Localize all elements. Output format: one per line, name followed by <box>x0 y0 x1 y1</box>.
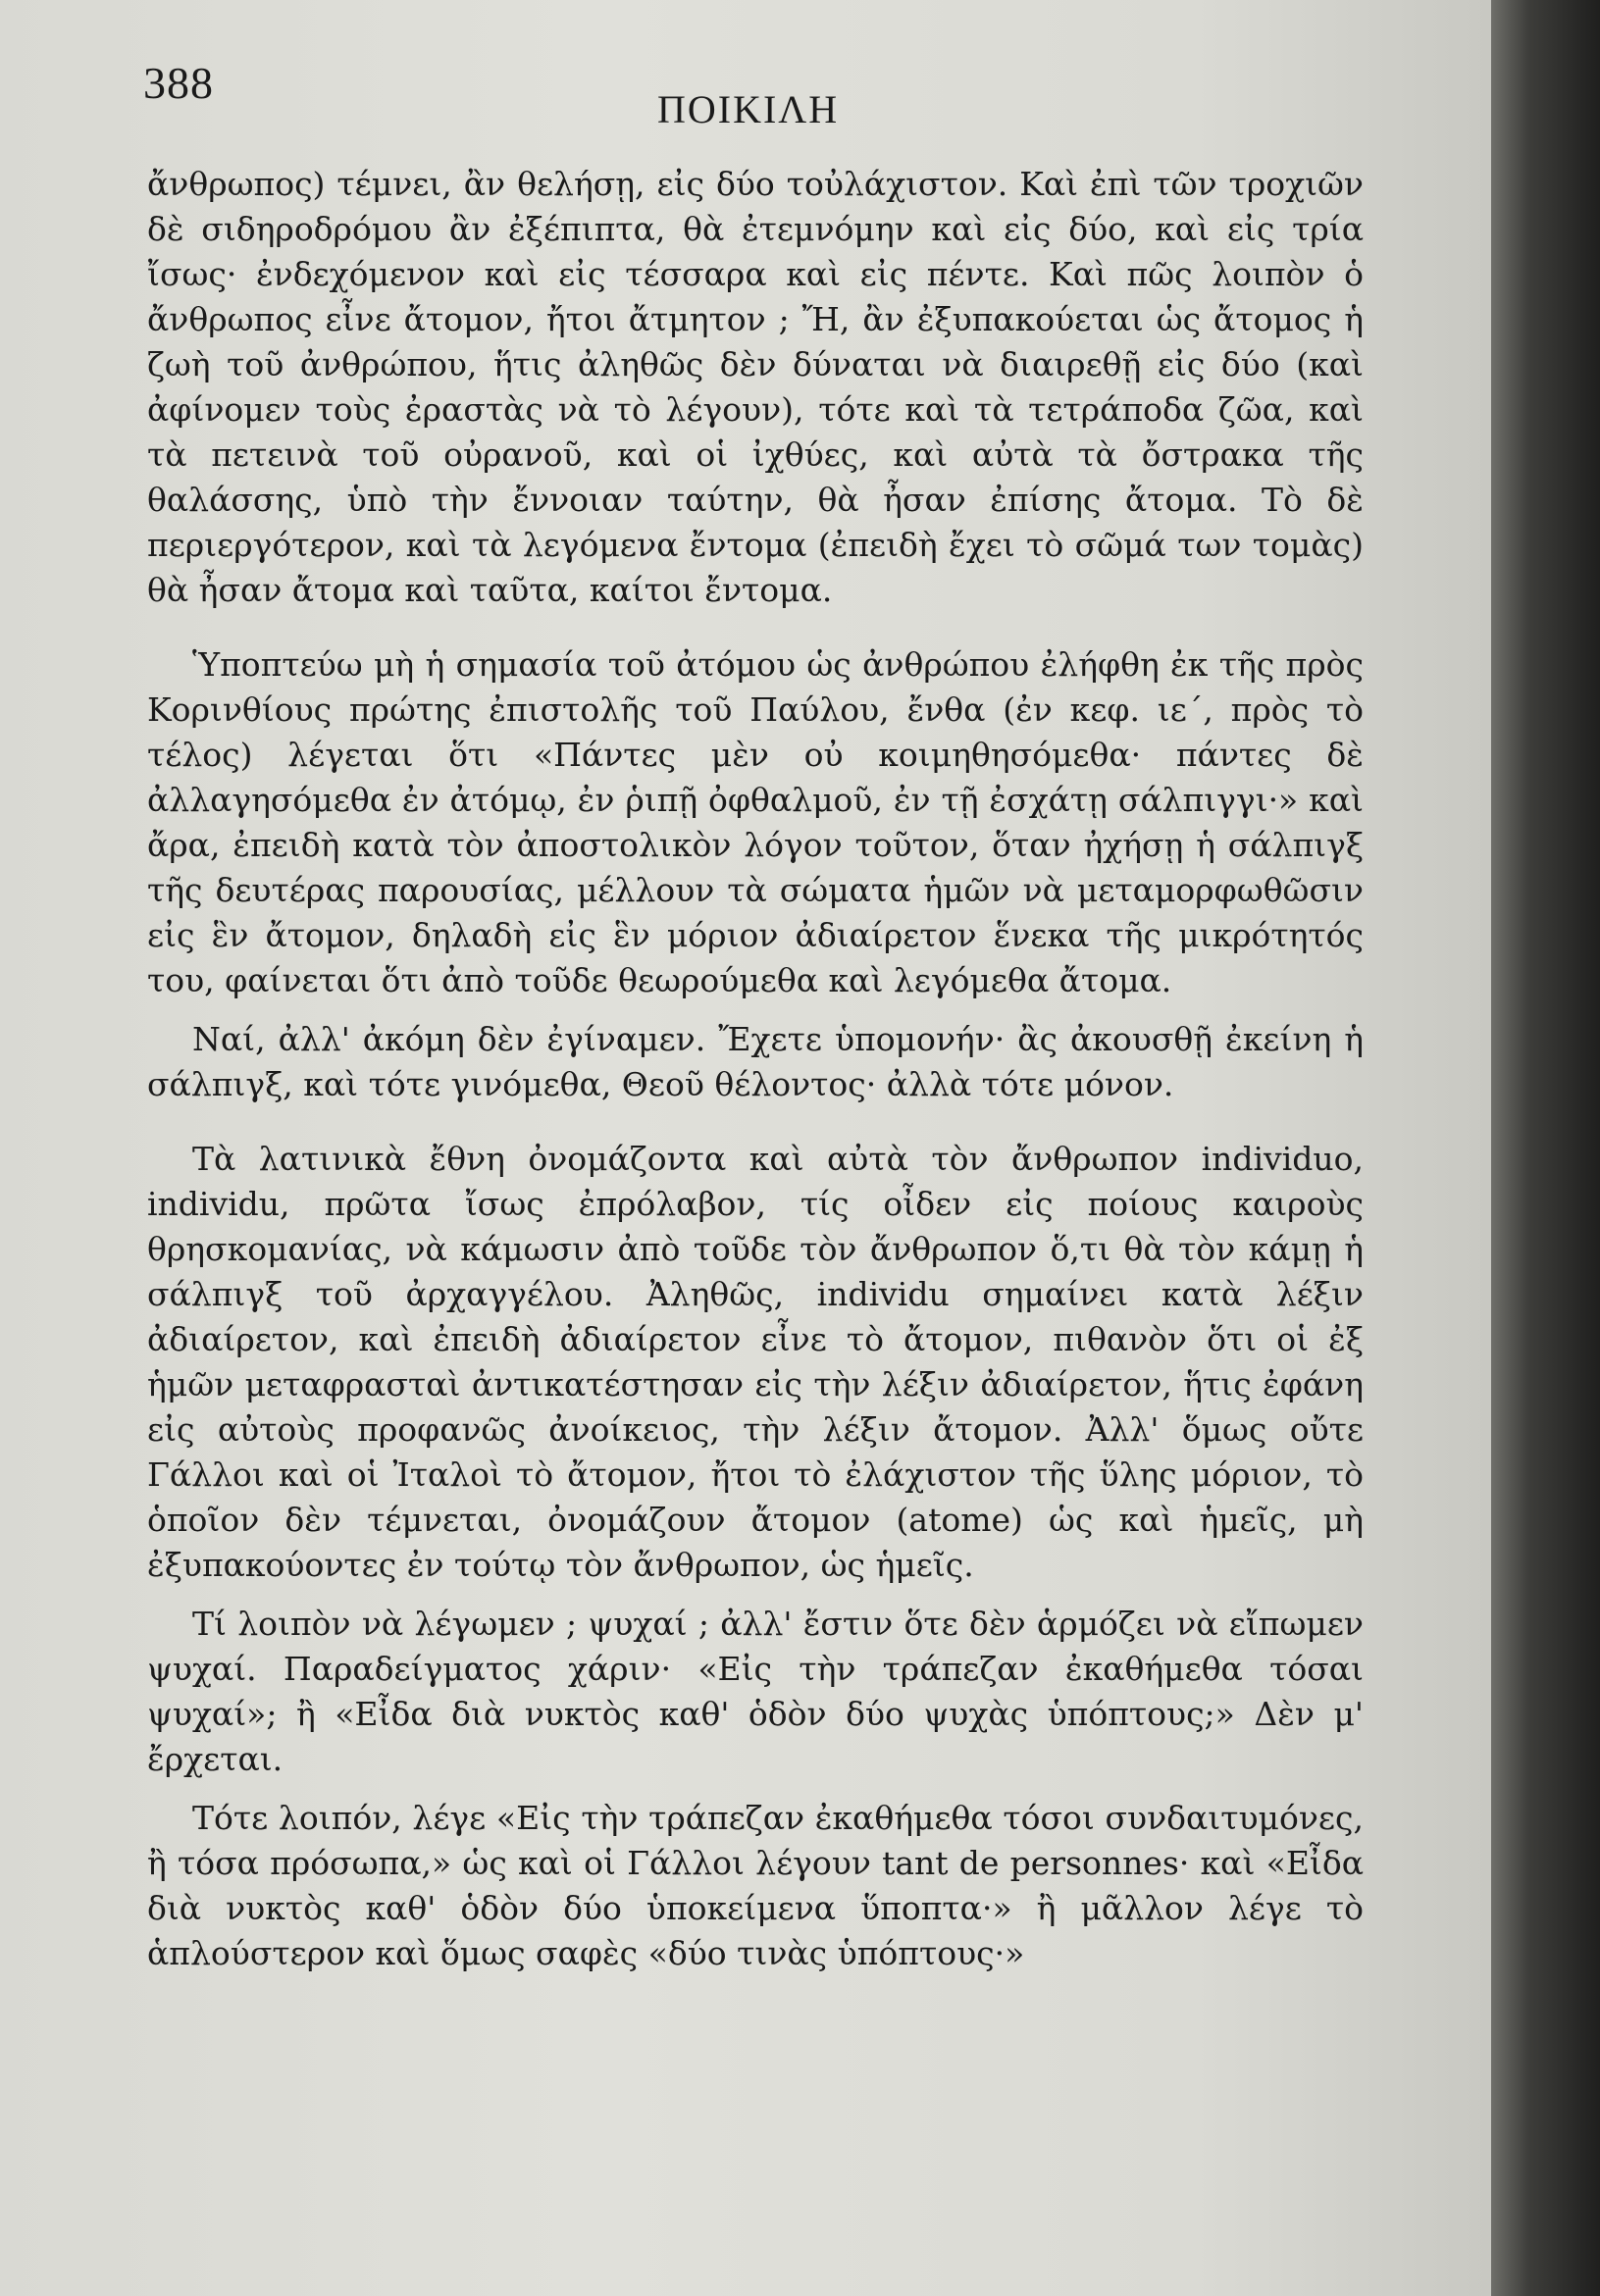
page-number: 388 <box>143 58 214 108</box>
paragraph-6: Τότε λοιπόν, λέγε «Εἰς τὴν τράπεζαν ἐκαθήμεθα τόσοι συνδαιτυμόνες, ἢ τόσα πρόσωπα,» ὡς καὶ οἱ Γάλλοι λέγουν tant de personnes· καὶ «Εἶδα διὰ νυκτὸς καθ' ὁδὸν δύο ὑποκείμενα ὕποπτα·» ἢ μᾶλλον λέγε τὸ ἁπλούστερον καὶ ὅμως σαφὲς «δύο τινὰς ὑπόπτους·» <box>147 1799 1364 1972</box>
paragraph-2: Ὑποπτεύω μὴ ἡ σημασία τοῦ ἀτόμου ὡς ἀνθρώπου ἐλήφθη ἐκ τῆς πρὸς Κορινθίους πρώτης ἐπιστολῆς τοῦ Παύλου, ἔνθα (ἐν κεφ. ιε΄, πρὸς τὸ τέλος) λέγεται ὅτι «Πάντες μὲν οὐ κοιμηθησόμεθα· πάντες δὲ ἀλλαγησόμεθα ἐν ἀτόμῳ, ἐν ῥιπῇ ὀφθαλμοῦ, ἐν τῇ ἐσχάτῃ σάλπιγγι·» καὶ ἄρα, ἐπειδὴ κατὰ τὸν ἀποστολικὸν λόγον τοῦτον, ὅταν ἠχήσῃ ἡ σάλπιγξ τῆς δευτέρας παρουσίας, μέλλουν τὰ σώματα ἡμῶν νὰ μεταμορφωθῶσιν εἰς ἓν ἄτομον, δηλαδὴ εἰς ἓν μόριον ἀδιαίρετον ἕνεκα τῆς μικρότητός του, φαίνεται ὅτι ἀπὸ τοῦδε θεωρούμεθα καὶ λεγόμεθα ἄτομα. <box>147 645 1364 999</box>
running-head: ΠΟΙΚΙΛΗ <box>657 87 840 131</box>
book-gutter-shadow <box>1491 0 1600 2296</box>
paragraph-3: Ναί, ἀλλ' ἀκόμη δὲν ἐγίναμεν. Ἔχετε ὑπομονήν· ἂς ἀκουσθῇ ἐκείνη ἡ σάλπιγξ, καὶ τότε γινόμεθα, Θεοῦ θέλοντος· ἀλλὰ τότε μόνον. <box>147 1020 1364 1103</box>
paragraph-1: ἄνθρωπος) τέμνει, ἂν θελήσῃ, εἰς δύο τοὐλάχιστον. Καὶ ἐπὶ τῶν τροχιῶν δὲ σιδηροδρόμου ἂν ἐξέπιπτα, θὰ ἐτεμνόμην καὶ εἰς δύο, καὶ εἰς τρία ἴσως· ἐνδεχόμενον καὶ εἰς τέσσαρα καὶ εἰς πέντε. Καὶ πῶς λοιπὸν ὁ ἄνθρωπος εἶνε ἄτομον, ἤτοι ἄτμητον ; Ἤ, ἂν ἐξυπακούεται ὡς ἄτομος ἡ ζωὴ τοῦ ἀνθρώπου, ἥτις ἀληθῶς δὲν δύναται νὰ διαιρεθῇ εἰς δύο (καὶ ἀφίνομεν τοὺς ἐραστὰς νὰ τὸ λέγουν), τότε καὶ τὰ τετράποδα ζῶα, καὶ τὰ πετεινὰ τοῦ οὐρανοῦ, καὶ οἱ ἰχθύες, καὶ αὐτὰ τὰ ὄστρακα τῆς θαλάσσης, ὑπὸ τὴν ἔννοιαν ταύτην, θὰ ἦσαν ἐπίσης ἄτομα. Τὸ δὲ περιεργότερον, καὶ τὰ λεγόμενα ἔντομα (ἐπειδὴ ἔχει τὸ σῶμά των τομὰς) θὰ ἦσαν ἄτομα καὶ ταῦτα, καίτοι ἔντομα. <box>147 165 1364 609</box>
body-text <box>147 162 1364 1990</box>
paragraph-4: Τὰ λατινικὰ ἔθνη ὀνομάζοντα καὶ αὐτὰ τὸν ἄνθρωπον individuo, individu, πρῶτα ἴσως ἐπρόλαβον, τίς οἶδεν εἰς ποίους καιροὺς θρησκομανίας, νὰ κάμωσιν ἀπὸ τοῦδε τὸν ἄνθρωπον ὅ,τι θὰ τὸν κάμῃ ἡ σάλπιγξ τοῦ ἀρχαγγέλου. Ἀληθῶς, individu σημαίνει κατὰ λέξιν ἀδιαίρετον, καὶ ἐπειδὴ ἀδιαίρετον εἶνε τὸ ἄτομον, πιθανὸν ὅτι οἱ ἐξ ἡμῶν μεταφρασταὶ ἀντικατέστησαν εἰς τὴν λέξιν ἀδιαίρετον, ἥτις ἐφάνη εἰς αὐτοὺς προφανῶς ἀνοίκειος, τὴν λέξιν ἄτομον. Ἀλλ' ὅμως οὔτε Γάλλοι καὶ οἱ Ἰταλοὶ τὸ ἄτομον, ἤτοι τὸ ἐλάχιστον τῆς ὕλης μόριον, τὸ ὁποῖον δὲν τέμνεται, ὀνομάζουν ἄτομον (atome) ὡς καὶ ἡμεῖς, μὴ ἐξυπακούοντες ἐν τούτῳ τὸν ἄνθρωπον, ὡς ἡμεῖς. <box>147 1140 1364 1584</box>
paragraph-5: Τί λοιπὸν νὰ λέγωμεν ; ψυχαί ; ἀλλ' ἔστιν ὅτε δὲν ἁρμόζει νὰ εἴπωμεν ψυχαί. Παραδείγματος χάριν· «Εἰς τὴν τράπεζαν ἐκαθήμεθα τόσαι ψυχαί»; ἢ «Εἶδα διὰ νυκτὸς καθ' ὁδὸν δύο ψυχὰς ὑπόπτους;» Δὲν μ' ἔρχεται. <box>147 1605 1364 1778</box>
